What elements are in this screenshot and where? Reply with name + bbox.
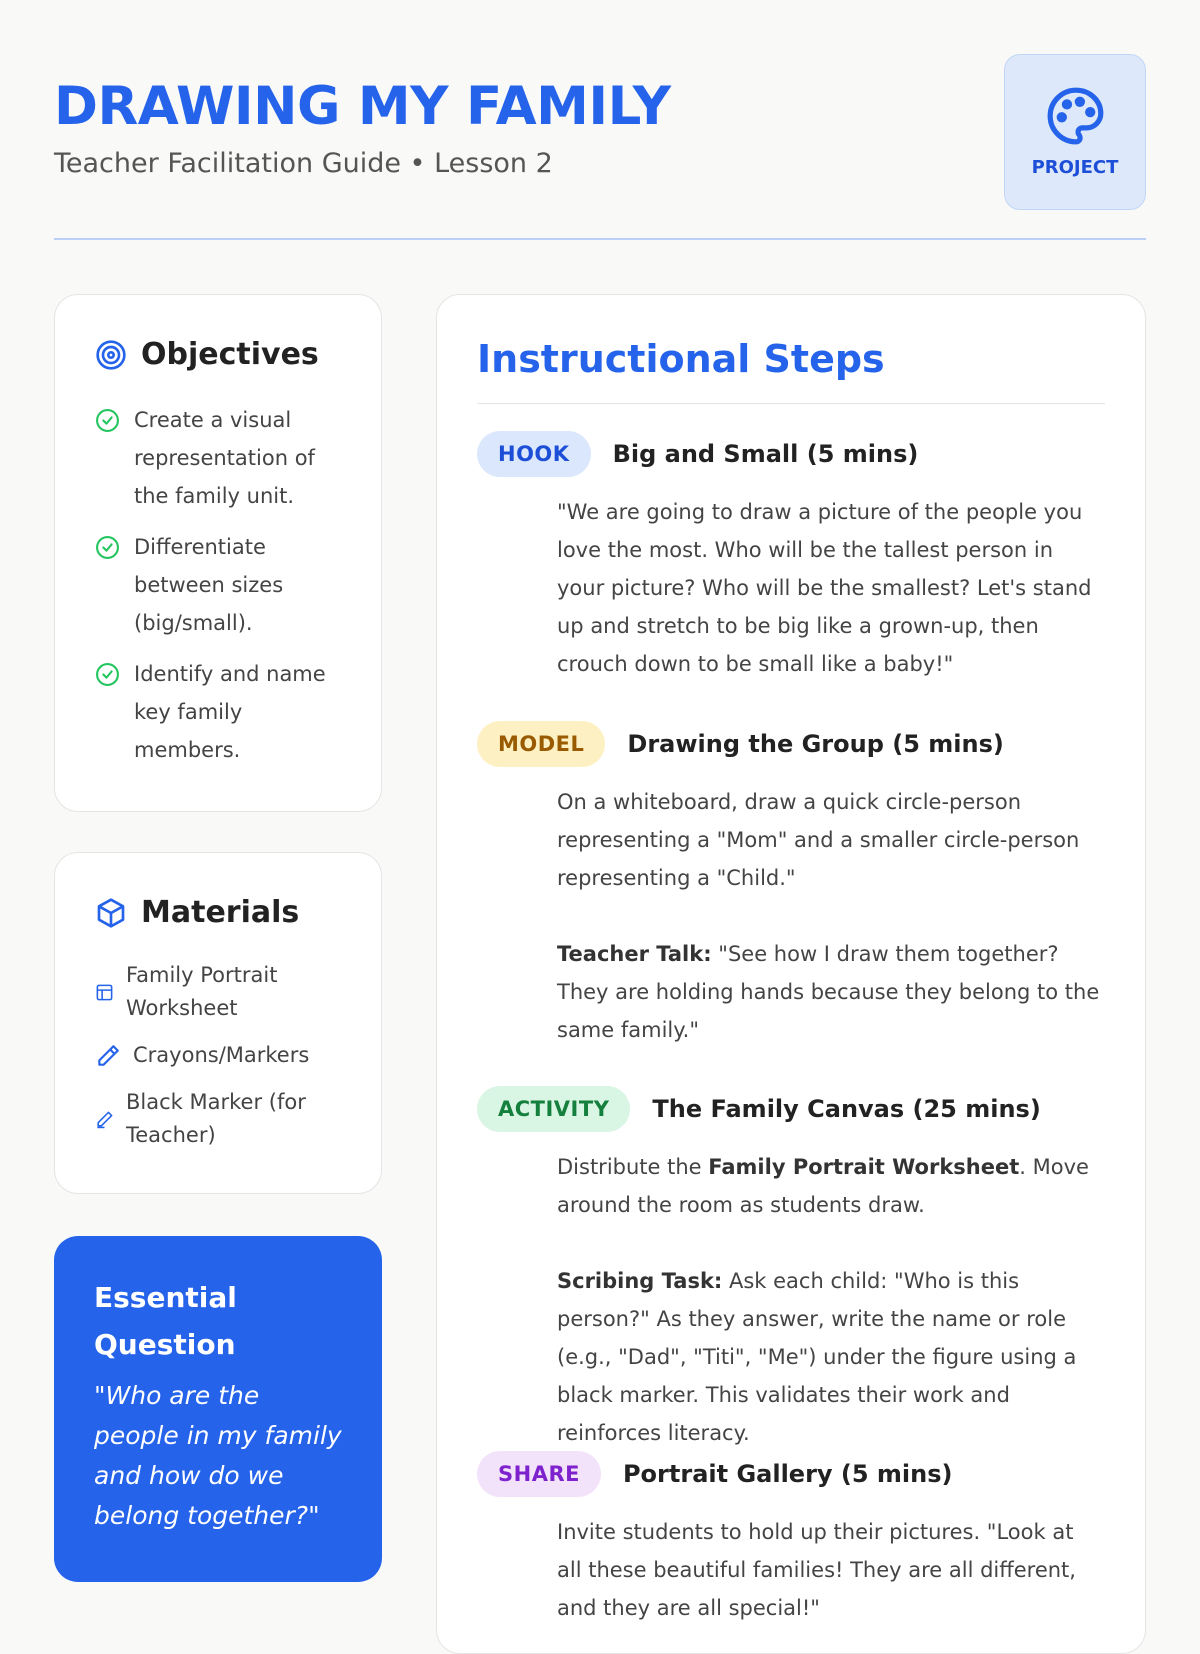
text-part: . Move around the room as students draw. <box>557 1155 1089 1217</box>
palette-icon <box>1045 85 1107 147</box>
page-subtitle: Teacher Facilitation Guide • Lesson 2 <box>54 148 553 179</box>
step-tag: MODEL <box>477 721 605 767</box>
step-tag: HOOK <box>477 431 591 477</box>
objectives-heading: Objectives <box>141 337 319 372</box>
step-text <box>557 1148 1102 1224</box>
step-tag: SHARE <box>477 1451 601 1497</box>
step-body <box>557 1148 1102 1452</box>
objective-text: Identify and name key family members. <box>134 662 326 762</box>
materials-header <box>95 895 299 930</box>
objective-item <box>95 401 345 515</box>
page-header <box>54 54 1146 240</box>
step-title: Big and Small (5 mins) <box>612 440 919 468</box>
material-label: Family Portrait Worksheet <box>126 963 278 1020</box>
essential-question-quote: "Who are the people in my family and how do we belong together?" <box>94 1381 342 1530</box>
materials-card <box>54 852 382 1194</box>
material-item <box>95 959 345 1025</box>
page-title: DRAWING MY FAMILY <box>54 76 671 137</box>
step-body <box>557 493 1102 683</box>
essential-question-card <box>54 1236 382 1582</box>
check-circle-icon <box>95 535 120 560</box>
step-tag: ACTIVITY <box>477 1086 630 1132</box>
step-text: Invite students to hold up their pictures. "Look at all these beautiful families! They are all different, and they are all special!" <box>557 1520 1076 1620</box>
box-icon <box>95 897 127 929</box>
objective-item <box>95 655 345 769</box>
step-title: The Family Canvas (25 mins) <box>652 1095 1041 1123</box>
worksheet-icon <box>95 983 114 1002</box>
step-text: "We are going to draw a picture of the people you love the most. Who will be the tallest person in your picture? Who will be the smallest? Let's stand up and stretch to be big like a grown-up, then crouch down to be small like a baby!" <box>557 500 1092 676</box>
steps-heading: Instructional Steps <box>477 337 885 381</box>
step-model <box>477 721 1107 1049</box>
teacher-talk-note <box>557 935 1102 1049</box>
material-item <box>95 1086 345 1152</box>
materials-list <box>95 959 345 1166</box>
pencil-icon <box>95 1043 121 1069</box>
material-label: Crayons/Markers <box>133 1043 310 1067</box>
objectives-list <box>95 401 345 782</box>
note-label: Teacher Talk: <box>557 942 712 966</box>
note-label: Scribing Task: <box>557 1269 723 1293</box>
step-text: On a whiteboard, draw a quick circle-person representing a "Mom" and a smaller circle-person representing a "Child." <box>557 790 1080 890</box>
material-item <box>95 1039 345 1072</box>
badge-label: PROJECT <box>1031 157 1119 178</box>
step-activity <box>477 1086 1107 1452</box>
note-text: Ask each child: "Who is this person?" As they answer, write the name or role (e.g., "Dad", "Titi", "Me") under the figure using a black marker. This validates their work and reinforces literacy. <box>557 1269 1077 1445</box>
target-icon <box>95 339 127 371</box>
step-title: Drawing the Group (5 mins) <box>627 730 1004 758</box>
worksheet-name: Family Portrait Worksheet <box>708 1155 1020 1179</box>
divider <box>477 403 1105 404</box>
objectives-card <box>54 294 382 812</box>
step-hook <box>477 431 1107 683</box>
materials-heading: Materials <box>141 895 300 930</box>
essential-question-heading: Essential Question <box>94 1281 237 1361</box>
note-text: "See how I draw them together? They are holding hands because they belong to the same family." <box>557 942 1100 1042</box>
step-title: Portrait Gallery (5 mins) <box>622 1460 953 1488</box>
project-badge <box>1004 54 1146 210</box>
instructional-steps-card <box>436 294 1146 1654</box>
objectives-header <box>95 337 319 372</box>
text-part: Distribute the <box>557 1155 709 1179</box>
scribing-task-note <box>557 1262 1102 1452</box>
step-share <box>477 1451 1107 1627</box>
objective-text: Create a visual representation of the family unit. <box>134 408 315 508</box>
step-body <box>557 1513 1102 1627</box>
objective-text: Differentiate between sizes (big/small). <box>134 535 284 635</box>
check-circle-icon <box>95 408 120 433</box>
check-circle-icon <box>95 662 120 687</box>
step-body <box>557 783 1102 1049</box>
material-label: Black Marker (for Teacher) <box>126 1090 306 1147</box>
objective-item <box>95 528 345 642</box>
pen-icon <box>95 1110 114 1129</box>
